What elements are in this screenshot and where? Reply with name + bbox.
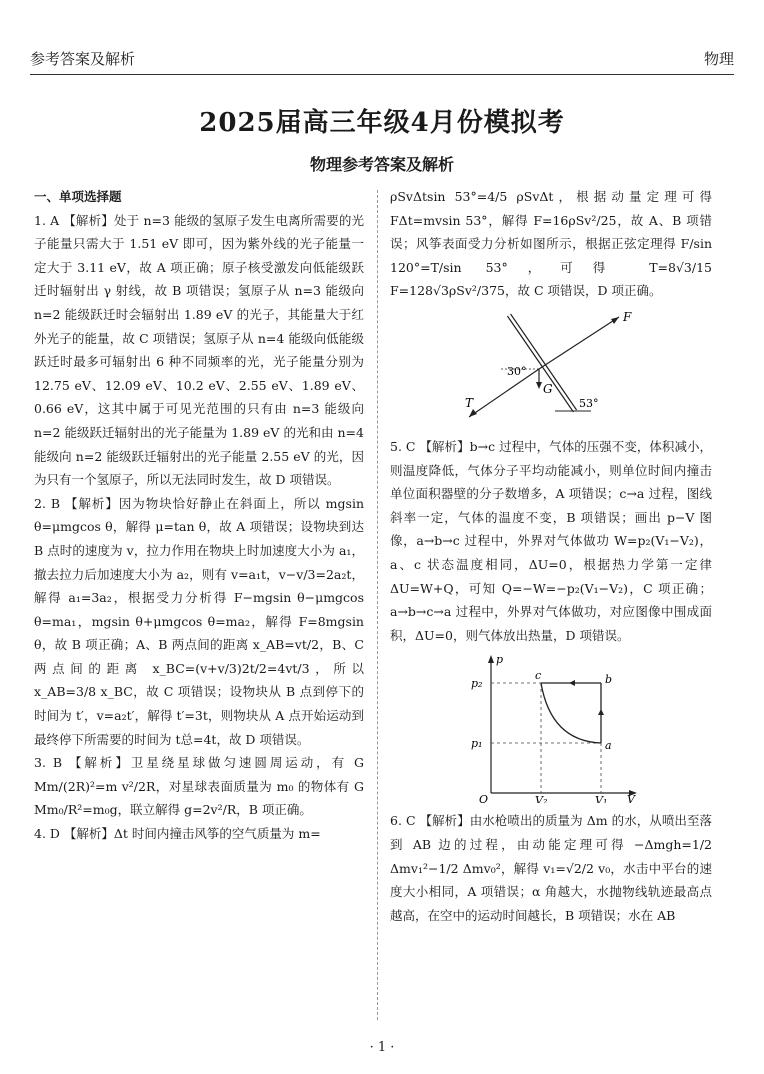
page-number: · 1 · — [369, 1040, 395, 1055]
arrow-bc — [569, 680, 575, 686]
pv-diagram — [461, 653, 641, 803]
force-F-head — [611, 317, 619, 324]
document-title: 2025届高三年级4月份模拟考 — [199, 108, 565, 138]
left-column — [34, 185, 364, 846]
label-30deg: 30° — [507, 364, 527, 378]
answer-3: 3. B 【解析】卫星绕星球做匀速圆周运动，有 G Mm/(2R)²=m v²/2R，对星球表面质量为 m₀ 的物体有 G Mm₀/R²=m₀g，联立解得 g=2v²/R，B 项正确。 — [34, 755, 364, 818]
path-ca — [541, 683, 601, 743]
answer-1: 1. A 【解析】处于 n=3 能级的氢原子发生电离所需要的光子能量只需大于 1.51 eV 即可，因为紫外线的光子能量一定大于 3.11 eV，故 A 项正确；原子核受激发向低能级跃迁时辐射出 γ 射线，故 B 项错误；氢原子从 n=3 能级向 n=2 能级跃迁时会辐射出 1.89 eV 的光子，其能量大于红外光子的能量，故 C 项错误；氢原子从 n=4 能级向低能级跃迁时最多可辐射出 6 种不同频率的光，光子能量分别为 12.75 eV、12.09 eV、10.2 eV、2.55 eV、1.89 eV、0.66 eV，这其中属于可见光范围的只有由 n=3 能级向 n=2 能级跃迁辐射出的光子能量为 1.89 eV 的光和由 n=4 能级向 n=2 能级跃迁辐射出的光子能量 2.55 eV 的光，因为只有一个氢原子，所以无法同时发生，故 D 项错误。 — [34, 212, 364, 488]
label-b: b — [605, 673, 613, 687]
page-header — [30, 44, 734, 75]
label-V1: V₁ — [595, 794, 608, 804]
right-column — [390, 185, 712, 927]
label-p1: p₁ — [471, 737, 483, 751]
force-T-head — [469, 409, 477, 417]
header-left: 参考答案及解析 — [30, 50, 136, 68]
answer-4-cont: ρSvΔtsin 53°=4/5 ρSvΔt，根据动量定理可得 FΔt=mvsin 53°，解得 F=16ρSv²/25，故 A、B 项错误；风筝表面受力分析如图所示，根据正弦定理得 F/sin 120°=T/sin 53°，可得 T=8√3/15 F=128√3ρSv²/375，故 C 项错误，D 项正确。 — [390, 189, 712, 299]
label-p: p — [496, 653, 504, 667]
arrow-ab — [598, 709, 604, 715]
label-c: c — [535, 669, 542, 683]
label-T: T — [465, 395, 474, 410]
label-p2: p₂ — [471, 677, 483, 691]
document-subtitle: 物理参考答案及解析 — [309, 155, 454, 174]
p-axis-head — [488, 655, 494, 663]
label-O: O — [479, 793, 489, 804]
label-V2: V₂ — [535, 794, 548, 804]
header-subject: 物理 — [703, 50, 734, 68]
label-a: a — [605, 739, 612, 753]
section-heading: 一、单项选择题 — [34, 189, 122, 204]
answer-5: 5. C 【解析】b→c 过程中，气体的压强不变，体积减小，则温度降低，气体分子平均动能减小，则单位时间内撞击单位面积器壁的分子数增多，A 项错误；c→a 过程，图线斜率一定，气体的温度不变，B 项错误；画出 p−V 图像，a→b→c 过程中，外界对气体做功 W=p₂(V₁−V₂)，a、c 状态温度相同，ΔU=0，根据热力学第一定律 ΔU=W+Q，可知 Q=−W=−p₂(V₁−V₂)，C 项正确；a→b→c→a 过程中，外界对气体做功，对应图像中围成面积，ΔU=0，则气体放出热量，D 项错误。 — [390, 438, 712, 643]
answer-6: 6. C 【解析】由水枪喷出的质量为 Δm 的水，从喷出至落到 AB 边的过程，由动能定理可得 −Δmgh=1/2 Δmv₁²−1/2 Δmv₀²，解得 v₁=√2/2 v₀，水击中平台的速度大小相同，A 项错误；α 角越大，水抛物线轨迹最高点越高，在空中的运动时间越长，B 项错误；水在 AB — [390, 813, 712, 923]
label-G: G — [543, 381, 553, 396]
label-V: V — [627, 793, 635, 804]
force-G-head — [536, 382, 542, 389]
kite-force-diagram — [451, 309, 651, 429]
force-F-arrow — [539, 317, 619, 369]
answer-2: 2. B 【解析】因为物块恰好静止在斜面上，所以 mgsin θ=μmgcos θ，解得 μ=tan θ，故 A 项错误；设物块到达 B 点时的速度为 v，拉力作用在物块上时加速度大小为 a₁，撤去拉力后加速度大小为 a₂，则有 v=a₁t，v−v/3=2a₂t，解得 a₁=3a₂，根据受力分析得 F−mgsin θ−μmgcos θ=ma₁，mgsin θ+μmgcos θ=ma₂，解得 F=8mgsin θ，故 B 项正确；A、B 两点间的距离 x_AB=vt/2，B、C 两点间的距离 x_BC=(v+v/3)2t/2=4vt/3，所以 x_AB=3/8 x_BC，故 C 项错误；设物块从 B 点到停下的时间为 t′，v=a₂t′，解得 t′=3t，则物块从 A 点开始运动到最终停下所需要的时间为 t总=4t，故 D 项错误。 — [34, 495, 364, 747]
answer-4-start: 4. D 【解析】Δt 时间内撞击风筝的空气质量为 m= — [34, 826, 321, 842]
column-divider — [377, 190, 378, 1020]
label-F: F — [623, 309, 632, 324]
kite-plate-inner — [509, 315, 575, 411]
force-T-line — [469, 369, 539, 417]
label-53deg: 53° — [579, 396, 599, 410]
